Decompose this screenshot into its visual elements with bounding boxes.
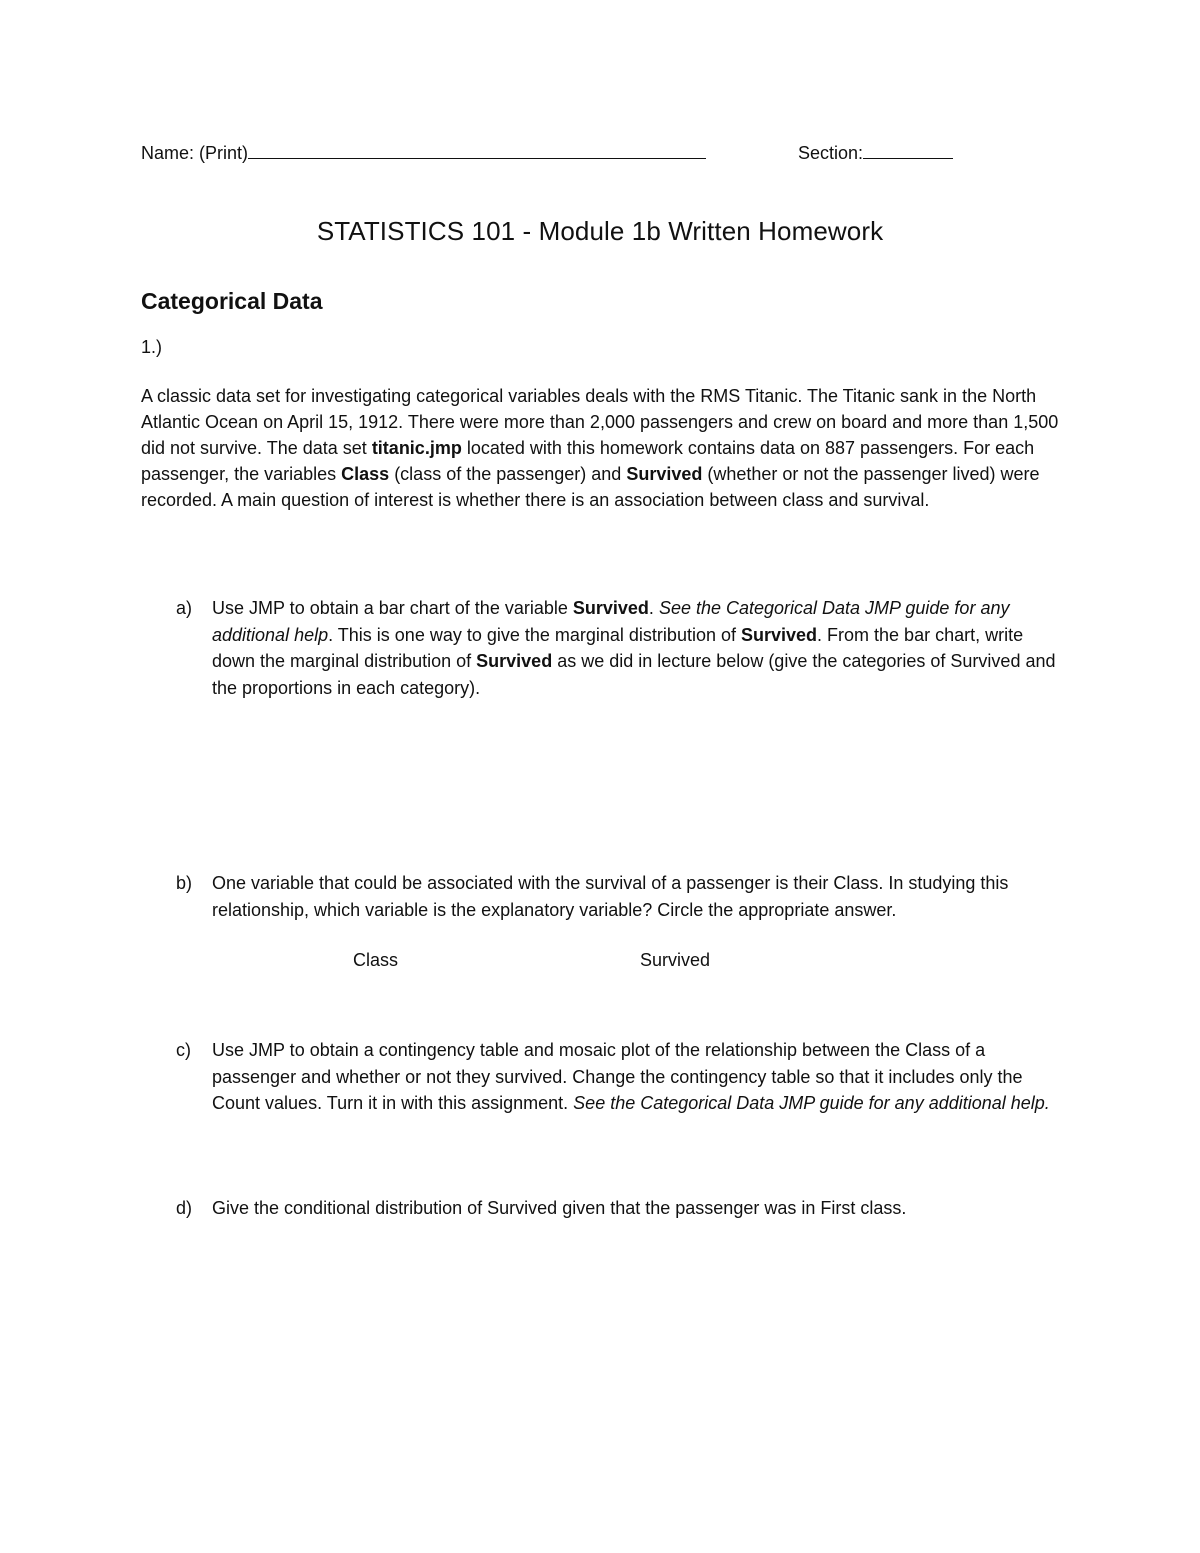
- name-label: Name: (Print): [141, 143, 249, 163]
- page-title: STATISTICS 101 - Module 1b Written Homework: [316, 216, 884, 246]
- part-a-italic-1: See the Categorical Data JMP guide for any additional help: [212, 598, 1010, 645]
- part-c-text: [212, 1037, 1057, 1117]
- answer-choice-class: Class: [353, 950, 399, 970]
- name-blank-line: [248, 142, 706, 159]
- intro-text-1: A classic data set for investigating categorical variables deals with the RMS Titanic. The Titanic sank in the North Atlantic Ocean on April 15, 1912. There were more than 2,000 passengers and crew on board and more than 1,500 did not survive. The data set: [141, 386, 1059, 458]
- part-a-text-5: as we did in lecture below (give the categories of Survived and the proportions in each category).: [212, 651, 1056, 698]
- section-field: [798, 142, 953, 164]
- part-d-text: Give the conditional distribution of Survived given that the passenger was in First class.: [212, 1198, 907, 1218]
- section-label: Section:: [798, 143, 864, 163]
- variable-class: Class: [341, 464, 390, 484]
- part-c-text-1: Use JMP to obtain a contingency table and mosaic plot of the relationship between the Class of a passenger and whether or not they survived. Change the contingency table so that it includes only the Count values. Turn it in with this assignment.: [212, 1040, 1023, 1113]
- part-c-letter: c): [176, 1040, 191, 1060]
- part-d-letter: d): [176, 1198, 193, 1218]
- intro-text-2: located with this homework contains data on 887 passengers. For each passenger, the variables: [141, 438, 1035, 484]
- answer-choice-survived: Survived: [640, 950, 711, 970]
- intro-paragraph: [141, 383, 1061, 513]
- question-number: 1.): [141, 337, 163, 357]
- part-c-italic-1: See the Categorical Data JMP guide for any additional help.: [573, 1093, 1050, 1113]
- part-b-letter: b): [176, 873, 193, 893]
- part-a-text-4: . From the bar chart, write down the marginal distribution of: [212, 624, 1024, 671]
- part-a-bold-3: Survived: [476, 651, 553, 671]
- part-a-letter: a): [176, 598, 193, 618]
- part-a-bold-1: Survived: [572, 598, 649, 618]
- intro-text-4: (whether or not the passenger lived) were recorded. A main question of interest is whether there is an association between class and survival.: [141, 464, 1040, 510]
- name-field: [141, 142, 706, 164]
- part-b-text: One variable that could be associated with the survival of a passenger is their Class. In studying this relationship, which variable is the explanatory variable? Circle the appropriate answer.: [212, 873, 1009, 920]
- section-heading: Categorical Data: [141, 288, 323, 314]
- part-a-bold-2: Survived: [740, 624, 818, 645]
- part-a-text-2: .: [648, 598, 659, 618]
- part-a-text-1: Use JMP to obtain a bar chart of the variable: [212, 598, 573, 618]
- intro-text-3: (class of the passenger) and: [389, 464, 627, 484]
- variable-survived: Survived: [626, 464, 703, 484]
- dataset-name: titanic.jmp: [371, 438, 462, 458]
- section-blank-line: [863, 142, 953, 159]
- part-a-text: [212, 595, 1057, 701]
- part-a-text-3: . This is one way to give the marginal distribution of: [328, 624, 741, 645]
